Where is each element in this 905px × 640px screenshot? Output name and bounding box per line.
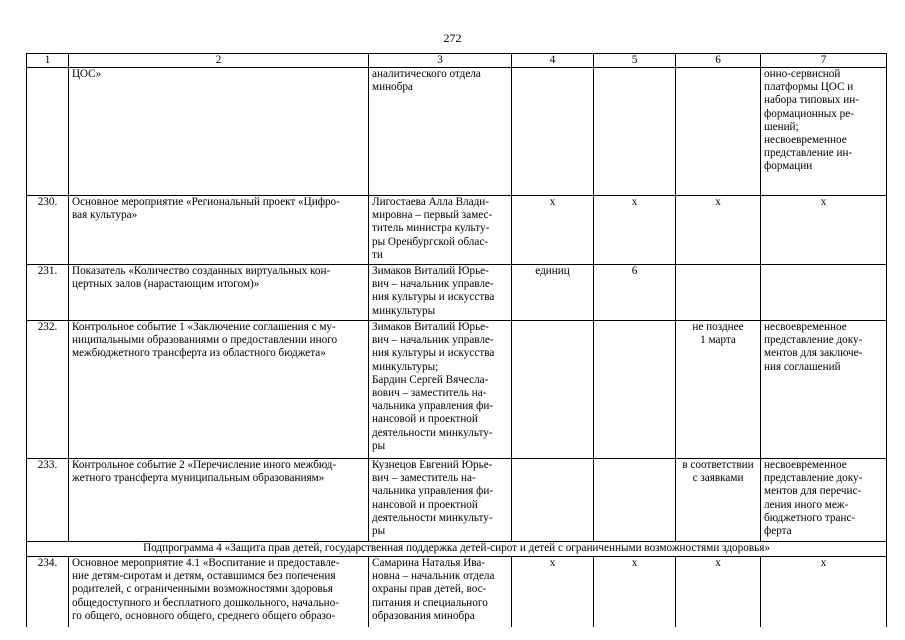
column-number: 3 bbox=[369, 54, 512, 68]
text-line: вич – начальник управле- bbox=[372, 334, 494, 347]
text-line: несвоевременное bbox=[764, 321, 847, 333]
measure-name-cell bbox=[69, 557, 369, 627]
text-line: минкультуры bbox=[372, 304, 436, 317]
measure-name-cell bbox=[69, 265, 369, 321]
text-line: нансовой и проектной bbox=[372, 413, 478, 426]
column-number-row bbox=[27, 54, 887, 68]
text-line: ния культуры и искусства bbox=[372, 347, 495, 360]
text-line: ние детям-сиротам и детям, оставшимся без попечения bbox=[72, 570, 336, 583]
text-line: с заявками bbox=[692, 472, 744, 485]
column-number: 4 bbox=[512, 54, 594, 68]
text-line: представление доку- bbox=[764, 334, 863, 347]
value-cell: 6 bbox=[594, 265, 676, 321]
text-line: ры bbox=[372, 525, 386, 538]
text-line: чальника управления фи- bbox=[372, 400, 494, 413]
text-line: бюджетного транс- bbox=[764, 511, 856, 524]
text-line: формации bbox=[764, 160, 813, 173]
text-line: платформы ЦОС и bbox=[764, 81, 854, 94]
value-cell bbox=[594, 321, 676, 459]
column-number: 1 bbox=[27, 54, 69, 68]
text-line: жетного трансферта муниципальным образованиям» bbox=[72, 472, 325, 485]
text-line: деятельности минкульту- bbox=[372, 426, 493, 439]
table-row bbox=[27, 557, 887, 627]
text-line: чальника управления фи- bbox=[372, 485, 494, 498]
responsible-cell bbox=[369, 196, 512, 265]
responsible-cell bbox=[369, 557, 512, 627]
unit-cell bbox=[512, 459, 594, 542]
text-line: Показатель «Количество созданных виртуальных кон- bbox=[72, 265, 331, 277]
column-number: 7 bbox=[761, 54, 887, 68]
text-line: Основное мероприятие «Региональный проект «Цифро- bbox=[72, 196, 340, 208]
table-row bbox=[27, 321, 887, 459]
text-line: ментов для заключе- bbox=[764, 347, 863, 360]
risk-cell bbox=[761, 68, 887, 196]
text-line: шений; bbox=[764, 120, 799, 133]
column-number: 6 bbox=[676, 54, 761, 68]
text-line: ния культуры и искусства bbox=[372, 291, 495, 304]
text-line: нансовой и проектной bbox=[372, 498, 478, 511]
unit-cell bbox=[512, 321, 594, 459]
text-line: ния соглашений bbox=[764, 360, 841, 373]
text-line: образования минобра bbox=[372, 609, 475, 622]
unit-cell: х bbox=[512, 557, 594, 627]
text-line: несвоевременное bbox=[764, 134, 847, 147]
text-line: вая культура» bbox=[72, 209, 138, 222]
deadline-cell: х bbox=[676, 557, 761, 627]
row-number-cell: 233. bbox=[27, 459, 69, 542]
text-line: вич – начальник управле- bbox=[372, 278, 494, 291]
text-line: ферта bbox=[764, 525, 792, 538]
text-line: Зимаков Виталий Юрье- bbox=[372, 321, 489, 333]
risk-cell bbox=[761, 265, 887, 321]
risk-cell bbox=[761, 321, 887, 459]
text-line: несвоевременное bbox=[764, 459, 847, 471]
text-line: минобра bbox=[372, 81, 413, 94]
responsible-cell bbox=[369, 68, 512, 196]
subprogram-title: Подпрограмма 4 «Защита прав детей, государственная поддержка детей-сирот и детей с ограниченными возможностями здоровья» bbox=[27, 542, 887, 557]
text-line: ментов для перечис- bbox=[764, 485, 862, 498]
text-line: вович – заместитель на- bbox=[372, 387, 487, 400]
row-number-cell: 232. bbox=[27, 321, 69, 459]
value-cell: х bbox=[594, 557, 676, 627]
text-line: представление доку- bbox=[764, 472, 863, 485]
column-number: 2 bbox=[69, 54, 369, 68]
text-line: межбюджетного трансферта из областного бюджета» bbox=[72, 347, 326, 360]
table-row bbox=[27, 196, 887, 265]
text-line: минкультуры; bbox=[372, 360, 439, 373]
table-row bbox=[27, 265, 887, 321]
text-line: Бардин Сергей Вячесла- bbox=[372, 373, 489, 386]
responsible-cell bbox=[369, 321, 512, 459]
value-cell bbox=[594, 459, 676, 542]
text-line: аналитического отдела bbox=[372, 68, 481, 80]
page-number: 272 bbox=[443, 31, 462, 45]
table-row bbox=[27, 459, 887, 542]
text-line: ры Оренбургской облас- bbox=[372, 235, 489, 248]
text-line: Контрольное событие 1 «Заключение соглашения с му- bbox=[72, 321, 336, 333]
measure-name-cell bbox=[69, 321, 369, 459]
unit-cell: единиц bbox=[512, 265, 594, 321]
text-line: не позднее bbox=[692, 321, 744, 333]
text-line: цертных залов (нарастающим итогом)» bbox=[72, 278, 260, 291]
text-line: общедоступного и бесплатного дошкольного, начально- bbox=[72, 596, 339, 609]
deadline-cell bbox=[676, 265, 761, 321]
text-line: Самарина Наталья Ива- bbox=[372, 557, 486, 569]
value-cell bbox=[594, 68, 676, 196]
text-line: в соответствии bbox=[682, 459, 754, 471]
column-number: 5 bbox=[594, 54, 676, 68]
row-number-cell: 230. bbox=[27, 196, 69, 265]
text-line: ти bbox=[372, 248, 383, 261]
measures-table bbox=[26, 53, 887, 627]
text-line: титель министра культу- bbox=[372, 222, 490, 235]
row-number-cell bbox=[27, 68, 69, 196]
text-line: новна – начальник отдела bbox=[372, 570, 495, 583]
subprogram-row bbox=[27, 542, 887, 557]
text-line: мировна – первый замес- bbox=[372, 209, 493, 222]
deadline-cell: х bbox=[676, 196, 761, 265]
row-number-cell: 234. bbox=[27, 557, 69, 627]
measure-name-cell bbox=[69, 68, 369, 196]
row-number-cell: 231. bbox=[27, 265, 69, 321]
unit-cell bbox=[512, 68, 594, 196]
text-line: Основное мероприятие 4.1 «Воспитание и предоставле- bbox=[72, 557, 340, 569]
value-cell: х bbox=[594, 196, 676, 265]
text-line: Контрольное событие 2 «Перечисление иного межбюд- bbox=[72, 459, 337, 471]
text-line: формационных ре- bbox=[764, 107, 854, 120]
unit-cell: х bbox=[512, 196, 594, 265]
risk-cell: х bbox=[761, 557, 887, 627]
text-line: питания и специального bbox=[372, 596, 488, 609]
text-line: 1 марта bbox=[700, 334, 736, 347]
text-line: ЦОС» bbox=[72, 68, 102, 80]
text-line: родителей, с ограниченными возможностями здоровья bbox=[72, 583, 333, 596]
responsible-cell bbox=[369, 459, 512, 542]
text-line: Зимаков Виталий Юрье- bbox=[372, 265, 489, 277]
deadline-cell bbox=[676, 68, 761, 196]
measure-name-cell bbox=[69, 196, 369, 265]
risk-cell: х bbox=[761, 196, 887, 265]
text-line: Лигостаева Алла Влади- bbox=[372, 196, 489, 208]
text-line: Кузнецов Евгений Юрье- bbox=[372, 459, 493, 471]
text-line: представление ин- bbox=[764, 147, 853, 160]
text-line: деятельности минкульту- bbox=[372, 511, 493, 524]
text-line: го общего, основного общего, среднего общего образо- bbox=[72, 609, 336, 622]
deadline-cell bbox=[676, 459, 761, 542]
text-line: охраны прав детей, вос- bbox=[372, 583, 487, 596]
risk-cell bbox=[761, 459, 887, 542]
text-line: набора типовых ин- bbox=[764, 94, 859, 107]
text-line: ры bbox=[372, 439, 386, 452]
text-line: вич – заместитель на- bbox=[372, 472, 476, 485]
text-line: ления иного меж- bbox=[764, 498, 849, 511]
text-line: ниципальными образованиями о предоставлении иного bbox=[72, 334, 338, 347]
deadline-cell bbox=[676, 321, 761, 459]
table-row bbox=[27, 68, 887, 196]
text-line: онно-сервисной bbox=[764, 68, 841, 80]
measure-name-cell bbox=[69, 459, 369, 542]
responsible-cell bbox=[369, 265, 512, 321]
